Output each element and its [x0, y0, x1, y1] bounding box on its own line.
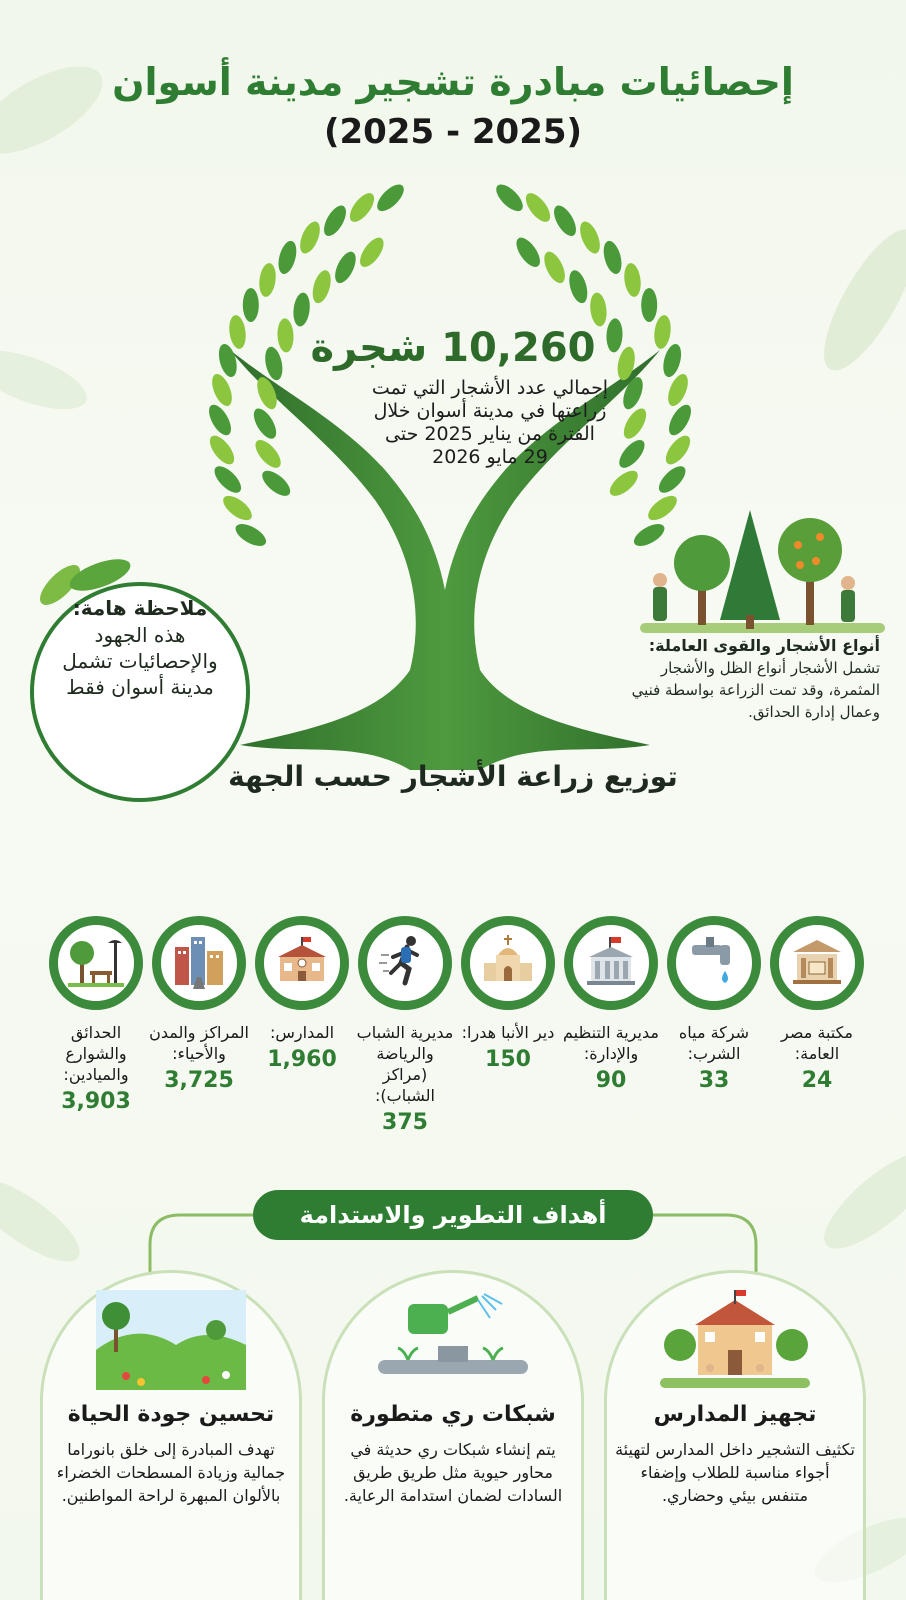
stat-icon-circle — [461, 916, 555, 1010]
goal-title: تجهيز المدارس — [653, 1402, 817, 1427]
stat-icon-circle — [49, 916, 143, 1010]
city-icon — [171, 933, 227, 993]
stat-item — [46, 916, 146, 1114]
stat-label: مديرية الشباب والرياضة (مراكز الشباب): — [356, 1023, 454, 1105]
water-tap-icon — [686, 933, 742, 993]
distribution-title: توزيع زراعة الأشجار حسب الجهة — [228, 760, 678, 793]
goals-title: أهداف التطوير والاستدامة — [253, 1190, 653, 1240]
total-trees-number: 10,260 — [441, 325, 596, 371]
stat-label: شركة مياه الشرب: — [678, 1023, 750, 1063]
stat-value: 3,725 — [164, 1068, 234, 1093]
stat-value: 33 — [698, 1068, 730, 1093]
stat-item — [664, 916, 764, 1093]
stat-icon-circle — [358, 916, 452, 1010]
stat-value: 24 — [801, 1068, 833, 1093]
note-body: هذه الجهود والإحصائيات تشمل مدينة أسوان فقط — [62, 623, 218, 699]
total-trees-unit: شجرة — [310, 325, 428, 371]
park-icon — [68, 933, 124, 993]
stat-label: مديرية التنظيم والإدارة: — [563, 1023, 659, 1063]
goal-title: تحسين جودة الحياة — [67, 1402, 275, 1427]
stat-label: المدارس: — [269, 1023, 335, 1042]
stat-item — [767, 916, 867, 1093]
stat-value: 375 — [382, 1110, 428, 1135]
stat-value: 1,960 — [267, 1047, 337, 1072]
types-title: أنواع الأشجار والقوى العاملة: — [648, 636, 880, 655]
total-trees-value — [300, 325, 606, 371]
page-years: (2025 - 2025) — [323, 112, 583, 152]
goal-title: شبكات ري متطورة — [350, 1402, 556, 1427]
types-body: تشمل الأشجار أنواع الظل والأشجار المثمرة، وقد تمت الزراعة بواسطة فنيي وعمال إدارة الحدائق. — [631, 659, 880, 721]
stat-item — [252, 916, 352, 1072]
landscape-icon — [96, 1290, 246, 1394]
stat-value: 150 — [485, 1047, 531, 1072]
monastery-icon — [480, 933, 536, 993]
total-trees-description: إجمالي عدد الأشجار التي تمت زراعتها في مدينة أسوان خلال الفترة من يناير 2025 حتى 29 مايو 2026 — [371, 377, 609, 468]
stat-label: مكتبة مصر العامة: — [781, 1023, 853, 1063]
stat-item — [561, 916, 661, 1093]
stat-icon-circle — [152, 916, 246, 1010]
irrigation-icon — [378, 1290, 528, 1394]
stat-value: 90 — [595, 1068, 627, 1093]
stat-label: الحدائق والشوارع والميادين: — [63, 1023, 129, 1084]
note-title: ملاحظة هامة: — [72, 596, 208, 620]
school-icon — [274, 935, 330, 991]
government-building-icon — [583, 935, 639, 991]
stat-label: المراكز والمدن والأحياء: — [149, 1023, 249, 1063]
goal-body: تكثيف التشجير داخل المدارس لتهيئة أجواء مناسبة للطلاب وإضفاء متنفس بيئي وحضاري. — [615, 1440, 855, 1505]
stat-item — [458, 916, 558, 1072]
library-icon — [789, 936, 845, 990]
page-title: إحصائيات مبادرة تشجير مدينة أسوان — [112, 60, 794, 104]
goal-body: يتم إنشاء شبكات ري حديثة في محاور حيوية مثل طريق طريق السادات لضمان استدامة الرعاية. — [343, 1440, 563, 1505]
workers-trees-icon — [640, 505, 885, 635]
stat-icon-circle — [564, 916, 658, 1010]
runner-icon — [377, 933, 433, 993]
stat-label: دير الأنبا هدرا: — [461, 1023, 555, 1042]
stat-icon-circle — [667, 916, 761, 1010]
stat-icon-circle — [255, 916, 349, 1010]
goal-body: تهدف المبادرة إلى خلق بانوراما جمالية وزيادة المسطحات الخضراء بالألوان المبهرة لراحة المواطنين. — [56, 1440, 286, 1505]
school-illustration-icon — [660, 1290, 810, 1394]
stat-item — [355, 916, 455, 1135]
stat-value: 3,903 — [61, 1089, 131, 1114]
stat-item — [149, 916, 249, 1093]
stat-icon-circle — [770, 916, 864, 1010]
